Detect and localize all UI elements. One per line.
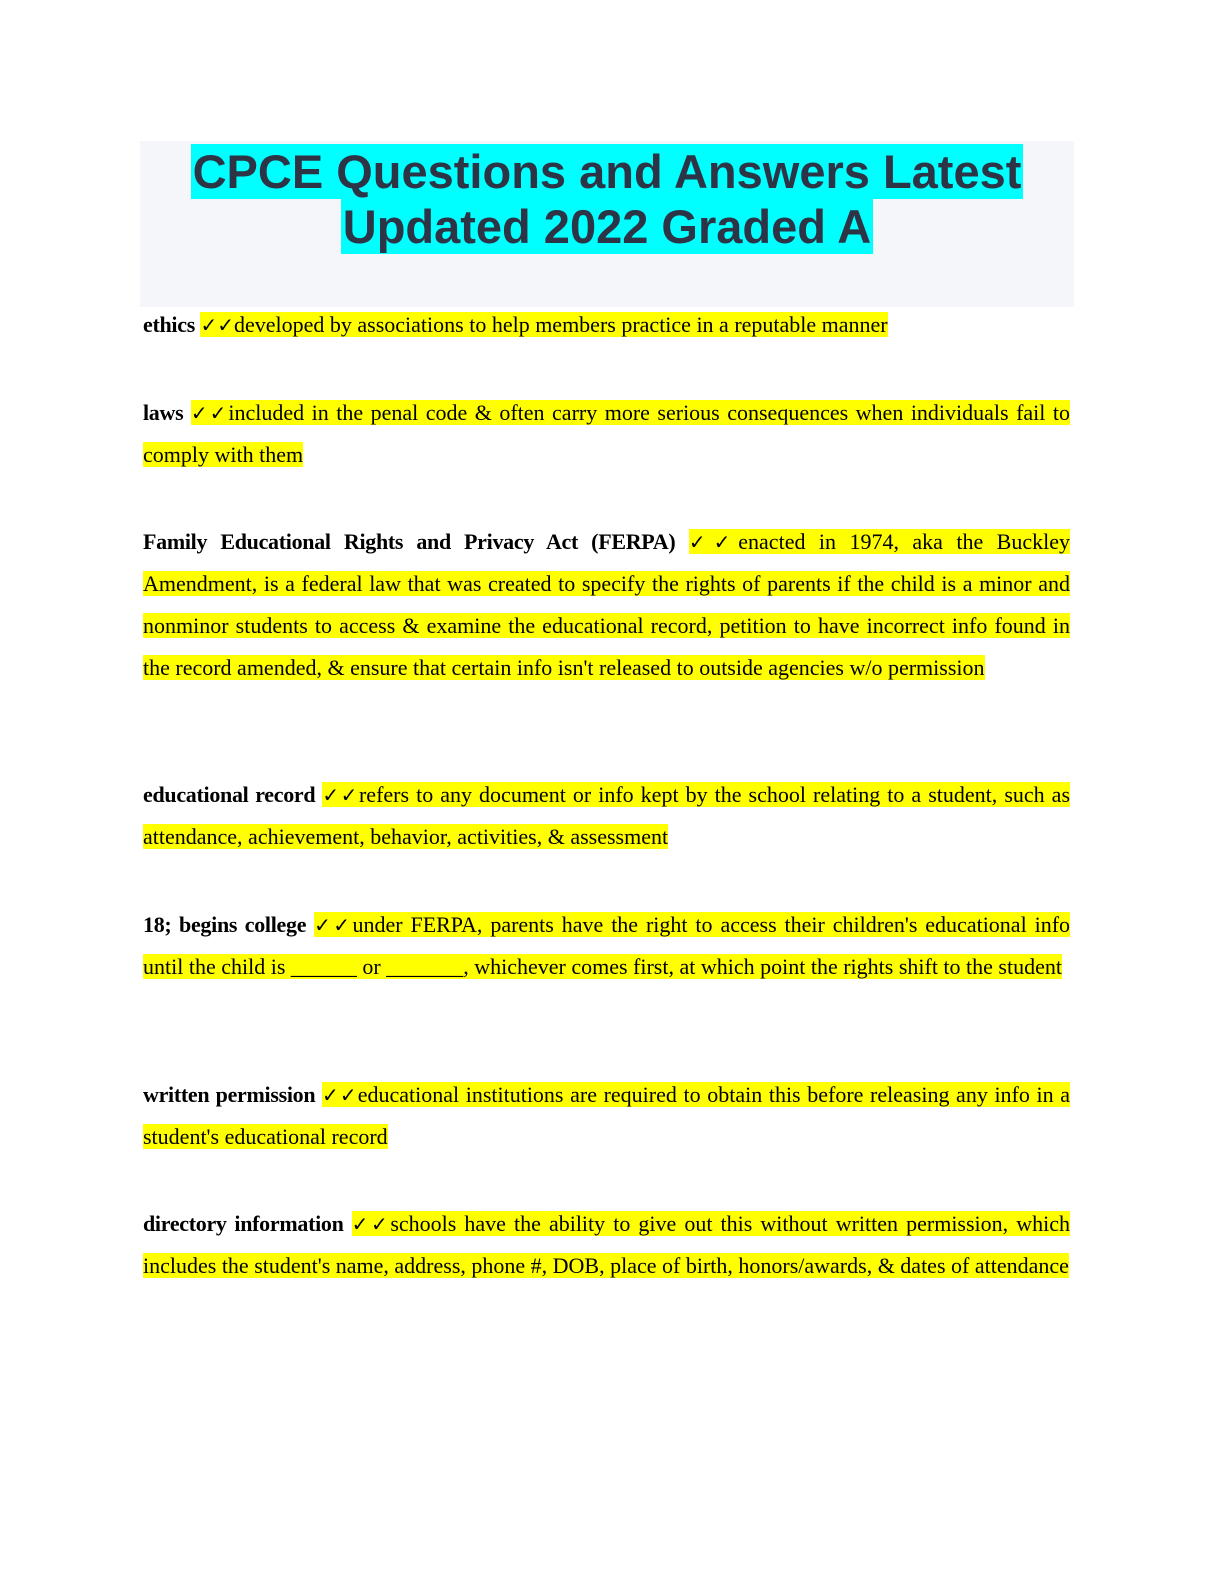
qa-entry-ferpa bbox=[143, 521, 1070, 689]
double-check-icon: ✓✓ bbox=[688, 530, 739, 554]
answer: schools have the ability to give out this without written permission, which includes the student's name, address, phone #, DOB, place of birth, honors/awards, & dates of attendance bbox=[143, 1211, 1071, 1278]
term: written permission bbox=[143, 1082, 316, 1107]
document-title-line-2: Updated 2022 Graded A bbox=[342, 200, 872, 253]
double-check-icon: ✓✓ bbox=[190, 401, 229, 425]
double-check-icon: ✓✓ bbox=[314, 913, 353, 937]
answer: included in the penal code & often carry more serious consequences when individuals fail to comply with them bbox=[143, 400, 1071, 467]
term: educational record bbox=[143, 782, 316, 807]
qa-entry-laws bbox=[143, 392, 1070, 476]
double-check-icon: ✓✓ bbox=[322, 783, 359, 807]
qa-entry-18-begins-college bbox=[143, 904, 1070, 988]
qa-entry-written-permission bbox=[143, 1074, 1070, 1158]
term: directory information bbox=[143, 1211, 344, 1236]
document-title-line-1: CPCE Questions and Answers Latest bbox=[192, 145, 1022, 198]
answer: educational institutions are required to obtain this before releasing any info in a student's educational record bbox=[143, 1082, 1070, 1149]
term: laws bbox=[143, 400, 184, 425]
double-check-icon: ✓✓ bbox=[321, 1083, 358, 1107]
document-title-box bbox=[140, 141, 1074, 307]
double-check-icon: ✓✓ bbox=[351, 1212, 391, 1236]
answer: enacted in 1974, aka the Buckley Amendment, is a federal law that was created to specify the rights of parents if the child is a minor and nonminor students to access & examine the educational record, petition to have incorrect info found in the record amended, & ensure that certain info isn't released to outside agencies w/o permission bbox=[143, 529, 1070, 680]
qa-entry-directory-information bbox=[143, 1203, 1070, 1287]
answer: developed by associations to help members practice in a reputable manner bbox=[233, 312, 888, 337]
term: Family Educational Rights and Privacy Act (FERPA) bbox=[143, 529, 676, 554]
qa-entry-educational-record bbox=[143, 774, 1070, 858]
answer: refers to any document or info kept by the school relating to a student, such as attendance, achievement, behavior, activities, & assessment bbox=[143, 782, 1071, 849]
answer: under FERPA, parents have the right to access their children's educational info until the child is ______ or _______, whichever comes first, at which point the rights shift to the student bbox=[143, 912, 1071, 979]
qa-entry-ethics bbox=[143, 304, 1070, 346]
term: ethics bbox=[143, 312, 195, 337]
double-check-icon: ✓✓ bbox=[200, 313, 234, 337]
term: 18; begins college bbox=[143, 912, 307, 937]
